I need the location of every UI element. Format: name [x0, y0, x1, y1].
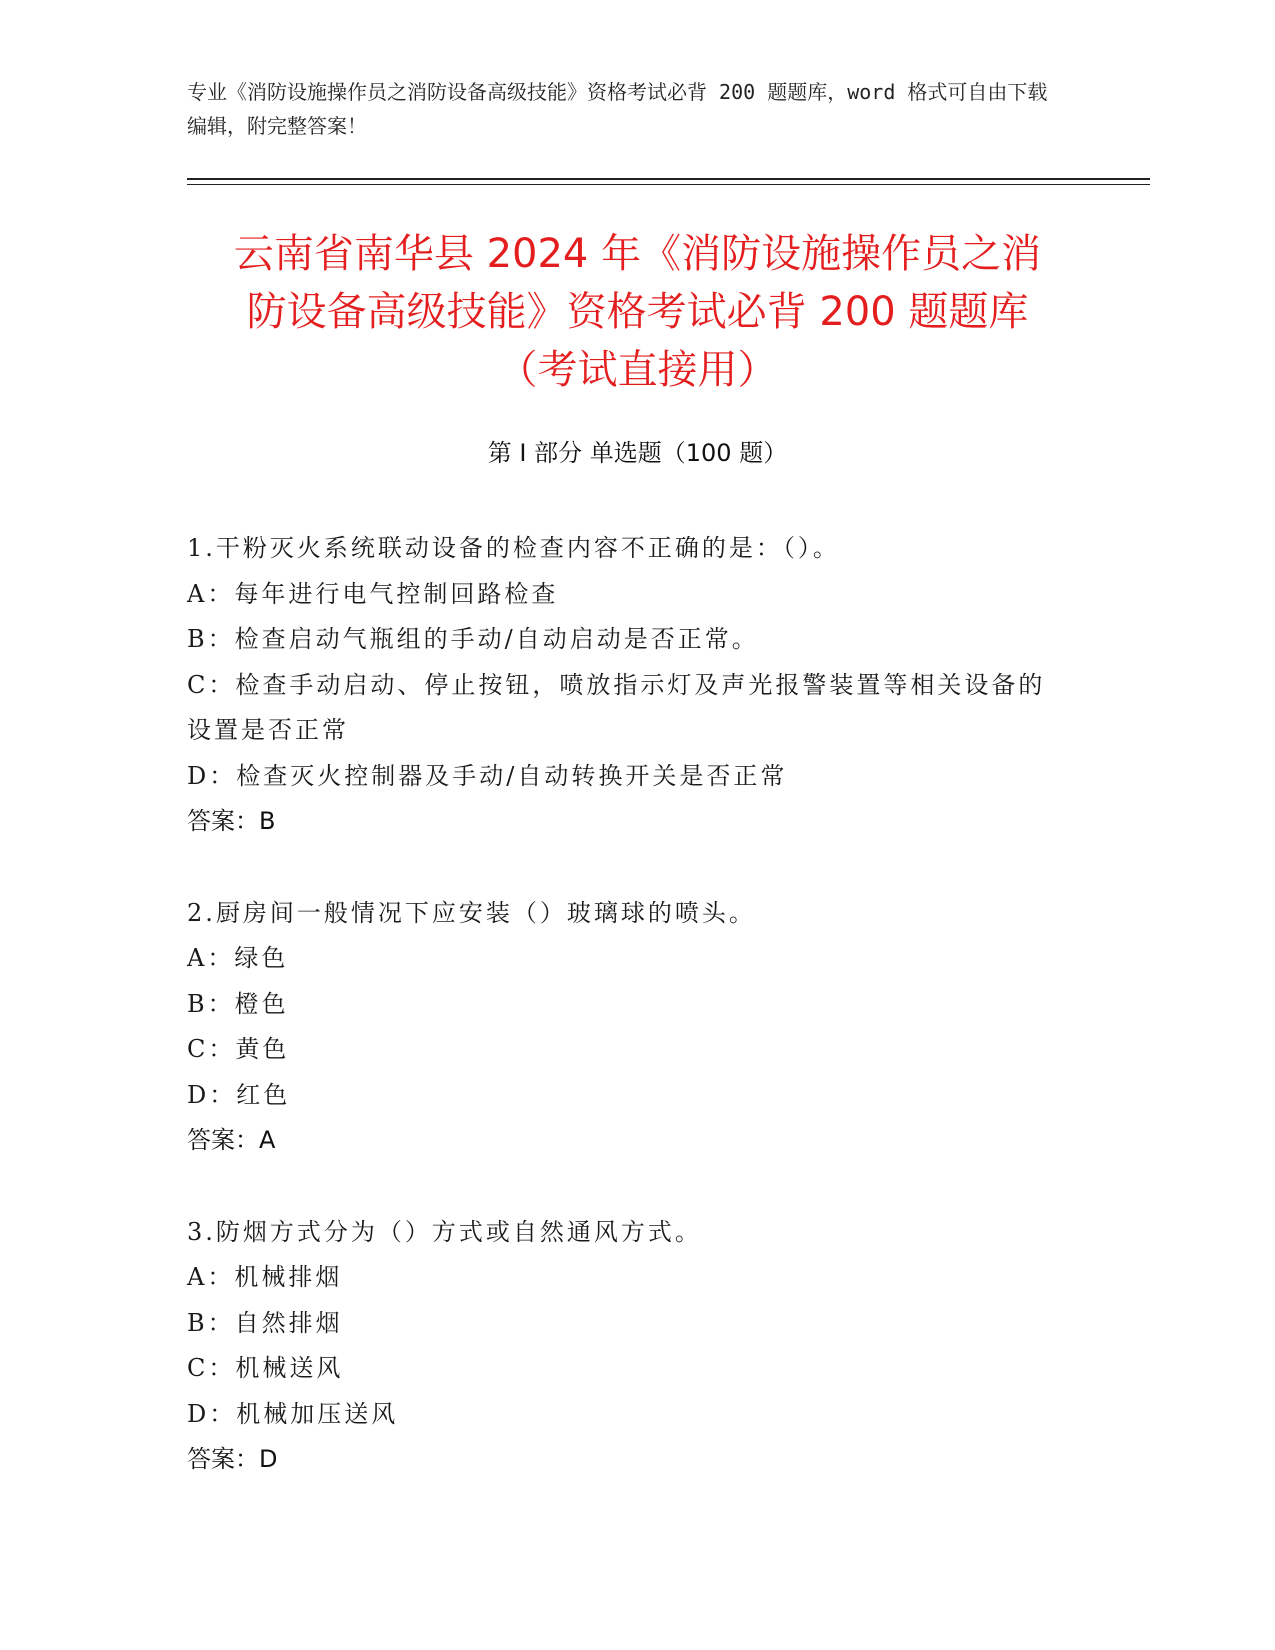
header-divider-thin — [187, 184, 1150, 185]
option-a: A：绿色 — [187, 944, 289, 972]
header-note: 专业《消防设施操作员之消防设备高级技能》资格考试必背 200 题题库，word 格式可自由下载编辑，附完整答案！ — [187, 80, 1048, 138]
answer-line: 答案：A — [187, 1126, 276, 1154]
option-c: C：检查手动启动、停止按钮，喷放指示灯及声光报警装置等相关设备的设置是否正常 — [187, 670, 1046, 744]
option-b: B：橙色 — [187, 989, 289, 1018]
option-a: A：机械排烟 — [187, 1263, 343, 1291]
option-c: C：机械送风 — [187, 1354, 344, 1382]
option-b: B：检查启动气瓶组的手动/自动启动是否正常。 — [187, 625, 759, 653]
title-line-2: 防设备高级技能》资格考试必背 200 题题库 — [246, 289, 1029, 335]
option-b: B：自然排烟 — [187, 1308, 343, 1337]
question-2 — [187, 891, 1067, 1164]
option-d: D：检查灭火控制器及手动/自动转换开关是否正常 — [187, 761, 788, 790]
title-line-1: 云南省南华县 2024 年《消防设施操作员之消 — [233, 231, 1042, 277]
question-list — [187, 526, 1067, 1529]
option-c: C：黄色 — [187, 1035, 290, 1063]
question-stem: 2.厨房间一般情况下应安装（）玻璃球的喷头。 — [187, 898, 756, 927]
option-d: D：红色 — [187, 1080, 291, 1109]
option-d: D：机械加压送风 — [187, 1399, 399, 1428]
option-a: A：每年进行电气控制回路检查 — [187, 579, 559, 608]
answer-line: 答案：B — [187, 807, 276, 835]
question-stem: 1.干粉灭火系统联动设备的检查内容不正确的是：（）。 — [187, 534, 840, 562]
question-3 — [187, 1210, 1067, 1483]
answer-line: 答案：D — [187, 1445, 278, 1473]
document-title — [150, 225, 1125, 399]
section-heading: 第 I 部分 单选题（100 题） — [487, 439, 788, 467]
header-divider-thick — [187, 178, 1150, 180]
question-1 — [187, 526, 1067, 845]
title-line-3: （考试直接用） — [497, 347, 778, 393]
question-stem: 3.防烟方式分为（）方式或自然通风方式。 — [187, 1217, 702, 1246]
